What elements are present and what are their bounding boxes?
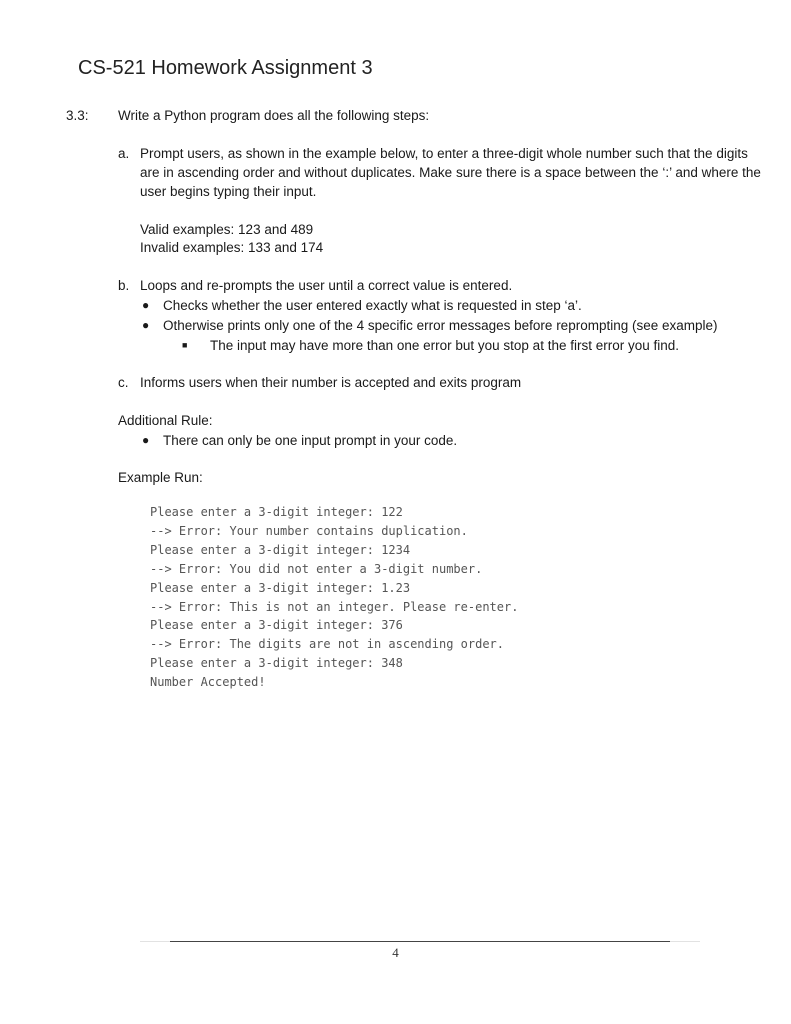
item-b-bullet-1: Checks whether the user entered exactly what is requested in step ‘a’. [163,298,582,313]
item-c-text: Informs users when their number is accepted and exits program [140,375,522,390]
section-heading: Write a Python program does all the following steps: [118,108,430,123]
valid-examples: Valid examples: 123 and 489 [140,222,314,237]
additional-rule-bullet: There can only be one input prompt in your code. [163,433,458,448]
bullet-dot-icon: ● [142,318,150,332]
code-line: Please enter a 3-digit integer: 1.23 [150,580,411,595]
bullet-dot-icon: ● [142,298,150,312]
item-b-marker: b. [118,278,130,293]
square-bullet-icon: ■ [182,340,188,350]
code-line: --> Error: Your number contains duplication. [150,523,468,538]
item-b-text: Loops and re-prompts the user until a correct value is entered. [140,278,513,293]
code-line: Please enter a 3-digit integer: 376 [150,618,403,633]
example-run-code [150,503,518,692]
example-run-heading: Example Run: [118,470,203,485]
item-b-sub-bullet: The input may have more than one error but you stop at the first error you find. [210,338,679,353]
code-line: --> Error: This is not an integer. Please re-enter. [150,599,519,614]
code-line: Please enter a 3-digit integer: 1234 [150,542,411,557]
item-c-marker: c. [118,375,129,390]
section-number: 3.3: [66,108,89,123]
footer-rule [170,941,670,942]
additional-rule-heading: Additional Rule: [118,413,213,428]
item-a-text: Prompt users, as shown in the example below, to enter a three-digit whole number such that the digits are in ascending order and without duplicates. Make sure there is a space between the ‘:’ and where the user begins typing their input. [140,146,761,199]
code-line: --> Error: You did not enter a 3-digit number. [150,561,483,576]
item-b-bullet-2: Otherwise prints only one of the 4 specific error messages before reprompting (see example) [163,318,718,333]
bullet-dot-icon: ● [142,433,150,447]
code-line: Number Accepted! [150,675,266,690]
page-number: 4 [392,945,399,960]
page-title: CS-521 Homework Assignment 3 [78,57,373,79]
code-line: Please enter a 3-digit integer: 122 [150,505,403,519]
invalid-examples: Invalid examples: 133 and 174 [140,240,324,255]
item-a-marker: a. [118,146,130,161]
code-line: --> Error: The digits are not in ascending order. [150,637,505,652]
code-line: Please enter a 3-digit integer: 348 [150,656,403,671]
